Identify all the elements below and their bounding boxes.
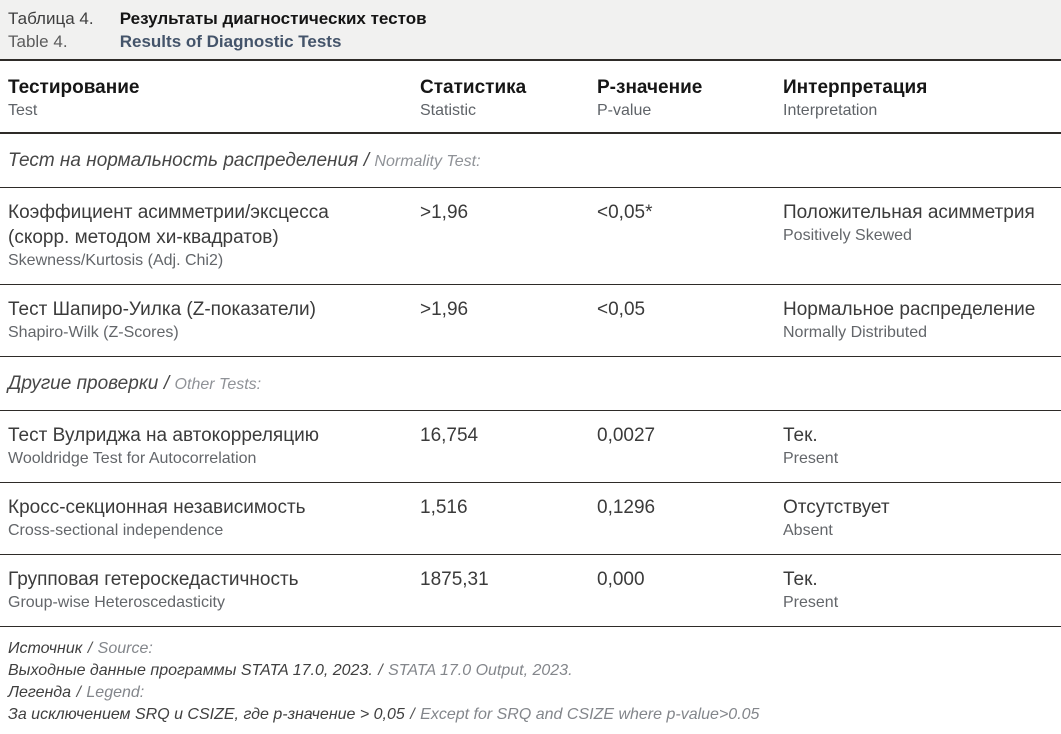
- test-name-en: Shapiro-Wilk (Z-Scores): [8, 324, 179, 341]
- table-number-en: Table 4.: [8, 32, 68, 51]
- test-name-ru: Тест Шапиро-Уилка (Z-показатели): [8, 299, 316, 320]
- legend-label-ru: Легенда: [8, 684, 72, 701]
- table-row-skewness-kurtosis: [0, 188, 1061, 285]
- table-row-wooldridge: [0, 411, 1061, 483]
- caption-line-ru: [8, 7, 1051, 30]
- section-normality-en: Normality Test:: [374, 153, 481, 170]
- test-name-en: Cross-sectional independence: [8, 522, 224, 539]
- section-other-ru: Другие проверки: [8, 373, 159, 394]
- note-separator: /: [410, 706, 415, 723]
- table-row-heteroscedasticity: [0, 555, 1061, 627]
- cell-test: [8, 423, 420, 469]
- table-title-ru: Результаты диагностических тестов: [119, 9, 427, 28]
- cell-test: [8, 200, 420, 271]
- col-header-interpretation-ru: Интерпретация: [783, 77, 928, 98]
- source-label-en: Source:: [97, 640, 153, 657]
- col-header-p-value: [597, 75, 783, 121]
- table-notes: [0, 627, 1061, 734]
- caption-line-en: [8, 30, 1051, 53]
- statistic-value: 1875,31: [420, 569, 489, 590]
- section-other-en: Other Tests:: [174, 376, 262, 393]
- note-separator: /: [378, 662, 383, 679]
- source-label-ru: Источник: [8, 640, 83, 657]
- test-name-en: Wooldridge Test for Autocorrelation: [8, 450, 257, 467]
- cell-statistic: [420, 567, 597, 613]
- source-text-ru: Выходные данные программы STATA 17.0, 2023.: [8, 662, 373, 679]
- cell-statistic: [420, 423, 597, 469]
- test-name-en: Skewness/Kurtosis (Adj. Chi2): [8, 252, 224, 269]
- legend-text-line: [8, 704, 1051, 726]
- cell-interpretation: [783, 423, 1059, 469]
- source-text-line: [8, 660, 1051, 682]
- section-header-normality: [0, 134, 1061, 188]
- interpretation-ru: Тек.: [783, 425, 818, 446]
- col-header-test-en: Test: [8, 102, 38, 119]
- legend-text-ru: За исключением SRQ и CSIZE, где p-значение > 0,05: [8, 706, 405, 723]
- cell-test: [8, 495, 420, 541]
- p-value: <0,05*: [597, 202, 653, 223]
- test-name-ru: Групповая гетероскедастичность: [8, 569, 299, 590]
- test-name-ru: Тест Вулриджа на автокорреляцию: [8, 425, 319, 446]
- cell-interpretation: [783, 495, 1059, 541]
- table-header-row: [0, 61, 1061, 134]
- cell-test: [8, 297, 420, 343]
- cell-test: [8, 567, 420, 613]
- interpretation-en: Present: [783, 450, 839, 467]
- interpretation-en: Absent: [783, 522, 833, 539]
- col-header-statistic-ru: Статистика: [420, 77, 527, 98]
- statistic-value: >1,96: [420, 299, 469, 320]
- source-text-en: STATA 17.0 Output, 2023.: [388, 662, 573, 679]
- p-value: <0,05: [597, 299, 646, 320]
- interpretation-ru: Отсутствует: [783, 497, 890, 518]
- cell-statistic: [420, 495, 597, 541]
- cell-p-value: [597, 297, 783, 343]
- note-separator: /: [76, 684, 81, 701]
- section-separator: /: [163, 373, 170, 394]
- table-number-ru: Таблица 4.: [8, 9, 94, 28]
- statistic-value: 16,754: [420, 425, 479, 446]
- p-value: 0,000: [597, 569, 645, 590]
- interpretation-ru: Положительная асимметрия: [783, 202, 1035, 223]
- legend-label-en: Legend:: [86, 684, 145, 701]
- col-header-statistic-en: Statistic: [420, 102, 477, 119]
- section-header-other-tests: [0, 357, 1061, 411]
- col-header-p-value-en: P-value: [597, 102, 652, 119]
- statistic-value: >1,96: [420, 202, 469, 223]
- p-value: 0,0027: [597, 425, 656, 446]
- table-title-en: Results of Diagnostic Tests: [119, 32, 342, 51]
- section-separator: /: [363, 150, 369, 171]
- cell-statistic: [420, 200, 597, 271]
- note-separator: /: [87, 640, 93, 657]
- test-name-ru: Кросс-секционная независимость: [8, 497, 306, 518]
- cell-interpretation: [783, 297, 1059, 343]
- interpretation-en: Present: [783, 594, 839, 611]
- interpretation-ru: Нормальное распределение: [783, 299, 1036, 320]
- test-name-ru: Коэффициент асимметрии/эксцесса (скорр. методом хи-квадратов): [8, 202, 329, 248]
- cell-interpretation: [783, 567, 1059, 613]
- col-header-test: [8, 75, 420, 121]
- cell-p-value: [597, 567, 783, 613]
- interpretation-en: Normally Distributed: [783, 324, 928, 341]
- table-caption: [0, 0, 1061, 61]
- test-name-en: Group-wise Heteroscedasticity: [8, 594, 225, 611]
- legend-label-line: [8, 682, 1051, 704]
- section-normality-ru: Тест на нормальность распределения: [8, 150, 359, 171]
- table-row-shapiro-wilk: [0, 285, 1061, 357]
- col-header-interpretation: [783, 75, 1059, 121]
- interpretation-en: Positively Skewed: [783, 227, 912, 244]
- col-header-test-ru: Тестирование: [8, 77, 140, 98]
- cell-p-value: [597, 200, 783, 271]
- cell-statistic: [420, 297, 597, 343]
- col-header-p-value-ru: P-значение: [597, 77, 703, 98]
- source-label-line: [8, 638, 1051, 660]
- interpretation-ru: Тек.: [783, 569, 818, 590]
- cell-p-value: [597, 495, 783, 541]
- p-value: 0,1296: [597, 497, 656, 518]
- legend-text-en: Except for SRQ and CSIZE where p-value>0.05: [420, 706, 760, 723]
- cell-p-value: [597, 423, 783, 469]
- table-row-cross-sectional: [0, 483, 1061, 555]
- col-header-statistic: [420, 75, 597, 121]
- statistic-value: 1,516: [420, 497, 468, 518]
- col-header-interpretation-en: Interpretation: [783, 102, 878, 119]
- cell-interpretation: [783, 200, 1059, 271]
